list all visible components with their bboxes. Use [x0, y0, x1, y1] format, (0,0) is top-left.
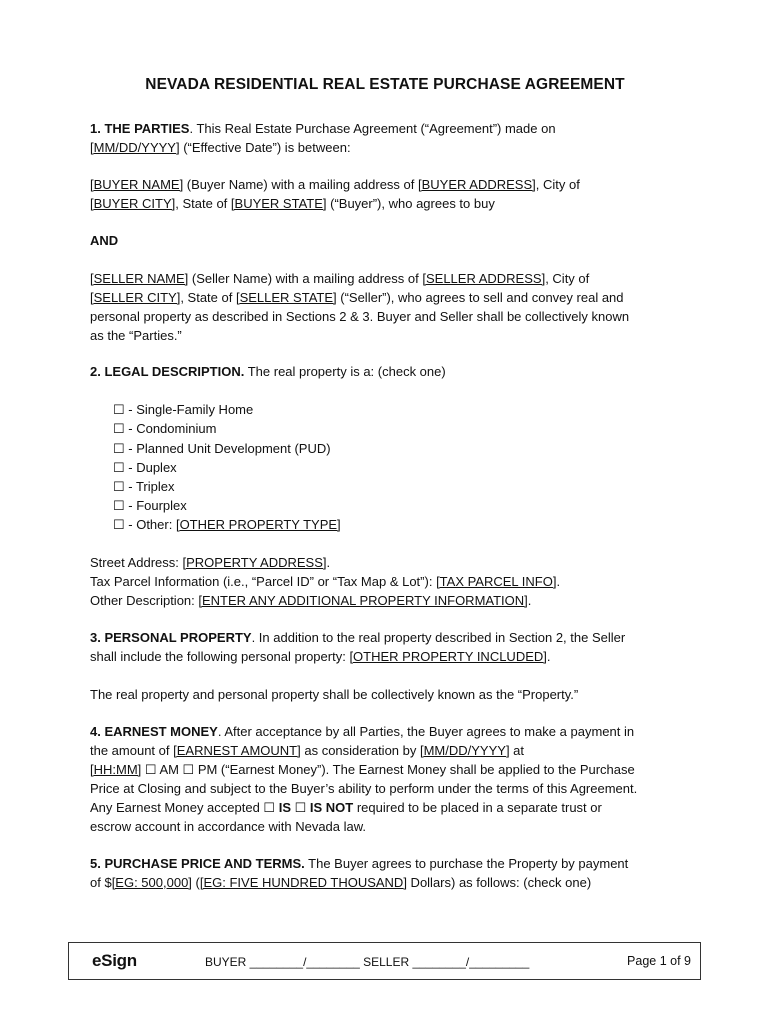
- section-4-text: as consideration by: [300, 743, 420, 758]
- section-3-text: . In addition to the real property described in Section 2, the Seller: [251, 630, 626, 645]
- purchase-price-field[interactable]: [EG: 500,000]: [111, 875, 192, 890]
- checkbox-triplex[interactable]: ☐ - Triplex: [113, 479, 175, 494]
- punctuation: .: [546, 649, 551, 664]
- seller-line-3: personal property as described in Sections 2 & 3. Buyer and Seller shall be collectively known: [90, 309, 630, 324]
- seller-text: , State of: [180, 290, 236, 305]
- section-1-text: . This Real Estate Purchase Agreement (“Agreement”) made on: [189, 121, 556, 136]
- section-1-line-1: [90, 119, 556, 138]
- section-4-text: the amount of: [90, 743, 174, 758]
- section-4-line-3: [90, 760, 635, 779]
- punctuation: .: [527, 593, 532, 608]
- seller-state-field[interactable]: [SELLER STATE]: [235, 290, 337, 305]
- buyer-name-field[interactable]: [BUYER NAME]: [90, 177, 184, 192]
- section-1-line-2: [90, 138, 351, 157]
- is-not-option-label: IS NOT: [309, 800, 354, 815]
- section-5-text: Dollars) as follows: (check one): [406, 875, 592, 890]
- section-5-line-2: [90, 873, 591, 892]
- checkbox-pud[interactable]: ☐ - Planned Unit Development (PUD): [113, 441, 331, 456]
- tax-parcel-label: Tax Parcel Information (i.e., “Parcel ID” or “Tax Map & Lot”):: [90, 574, 437, 589]
- section-4-heading: 4. EARNEST MONEY: [90, 724, 218, 739]
- seller-address-field[interactable]: [SELLER ADDRESS]: [422, 271, 546, 286]
- section-2-heading: 2. LEGAL DESCRIPTION.: [90, 364, 245, 379]
- section-1-text: (“Effective Date”) is between:: [179, 140, 351, 155]
- section-3-line-1: [90, 628, 625, 647]
- section-2-line-1: [90, 362, 446, 381]
- checkbox-fourplex[interactable]: ☐ - Fourplex: [113, 498, 187, 513]
- other-description-line: [90, 591, 531, 610]
- esign-logo: eSign: [92, 951, 137, 970]
- section-5-heading: 5. PURCHASE PRICE AND TERMS.: [90, 856, 305, 871]
- street-address-line: [90, 553, 330, 572]
- earnest-amount-field[interactable]: [EARNEST AMOUNT]: [173, 743, 301, 758]
- buyer-city-field[interactable]: [BUYER CITY]: [90, 196, 176, 211]
- earnest-date-field[interactable]: [MM/DD/YYYY]: [419, 743, 510, 758]
- document-title: NEVADA RESIDENTIAL REAL ESTATE PURCHASE AGREEMENT: [145, 76, 625, 93]
- section-5-text: of $: [90, 875, 112, 890]
- purchase-price-words-field[interactable]: [EG: FIVE HUNDRED THOUSAND]: [199, 875, 407, 890]
- other-property-included-field[interactable]: [OTHER PROPERTY INCLUDED]: [349, 649, 547, 664]
- tax-parcel-line: [90, 572, 560, 591]
- footer-left-border: [68, 943, 69, 979]
- seller-text: (“Seller”), who agrees to sell and convey real and: [336, 290, 624, 305]
- buyer-text: , State of: [175, 196, 231, 211]
- seller-line-2: [90, 288, 624, 307]
- section-3-heading: 3. PERSONAL PROPERTY: [90, 630, 252, 645]
- section-5-line-1: [90, 854, 628, 873]
- section-4-text: . After acceptance by all Parties, the Buyer agrees to make a payment in: [217, 724, 635, 739]
- checkbox-condominium[interactable]: ☐ - Condominium: [113, 421, 217, 436]
- section-4-line-2: [90, 741, 524, 760]
- seller-name-field[interactable]: [SELLER NAME]: [90, 271, 189, 286]
- other-description-label: Other Description:: [90, 593, 199, 608]
- property-collective-line: The real property and personal property shall be collectively known as the “Property.”: [90, 687, 579, 702]
- punctuation: .: [556, 574, 561, 589]
- is-option-label: IS: [278, 800, 291, 815]
- page-number: Page 1 of 9: [627, 954, 691, 968]
- and-label: AND: [90, 233, 119, 248]
- checkbox-other[interactable]: [113, 515, 341, 534]
- section-4-text: ☐: [291, 800, 310, 815]
- punctuation: .: [326, 555, 331, 570]
- checkbox-duplex[interactable]: ☐ - Duplex: [113, 460, 177, 475]
- tax-parcel-field[interactable]: [TAX PARCEL INFO]: [436, 574, 557, 589]
- section-4-line-4: Price at Closing and subject to the Buyer’s ability to perform under the terms of this Agreement.: [90, 781, 638, 796]
- buyer-line-2: [90, 194, 495, 213]
- effective-date-field[interactable]: [MM/DD/YYYY]: [90, 140, 180, 155]
- additional-property-info-field[interactable]: [ENTER ANY ADDITIONAL PROPERTY INFORMATION]: [198, 593, 528, 608]
- section-4-text: Any Earnest Money accepted ☐: [90, 800, 279, 815]
- section-4-line-1: [90, 722, 634, 741]
- buyer-line-1: [90, 175, 580, 194]
- section-5-text: (: [191, 875, 200, 890]
- page-footer: [68, 942, 701, 980]
- buyer-state-field[interactable]: [BUYER STATE]: [230, 196, 327, 211]
- initials-line[interactable]: BUYER ________/________ SELLER ________/_________: [205, 955, 530, 969]
- section-1-heading: 1. THE PARTIES: [90, 121, 190, 136]
- and-separator: [90, 231, 118, 250]
- section-4-line-6: escrow account in accordance with Nevada law.: [90, 819, 367, 834]
- checkbox-single-family[interactable]: ☐ - Single-Family Home: [113, 402, 254, 417]
- checkbox-other-label: ☐ - Other:: [113, 517, 176, 532]
- section-4-text: required to be placed in a separate trust or: [353, 800, 602, 815]
- section-5-text: The Buyer agrees to purchase the Property by payment: [304, 856, 629, 871]
- section-2-text: The real property is a: (check one): [244, 364, 446, 379]
- seller-text: (Seller Name) with a mailing address of: [188, 271, 423, 286]
- buyer-text: (“Buyer”), who agrees to buy: [326, 196, 495, 211]
- earnest-time-field[interactable]: [HH:MM]: [90, 762, 142, 777]
- section-3-text: shall include the following personal property:: [90, 649, 350, 664]
- street-address-label: Street Address:: [90, 555, 183, 570]
- buyer-text: , City of: [535, 177, 580, 192]
- seller-city-field[interactable]: [SELLER CITY]: [90, 290, 181, 305]
- seller-line-1: [90, 269, 589, 288]
- section-4-line-5: [90, 798, 602, 817]
- section-4-text: ☐ AM ☐ PM (“Earnest Money”). The Earnest Money shall be applied to the Purchase: [141, 762, 635, 777]
- property-address-field[interactable]: [PROPERTY ADDRESS]: [182, 555, 327, 570]
- buyer-address-field[interactable]: [BUYER ADDRESS]: [418, 177, 536, 192]
- section-4-text: at: [509, 743, 525, 758]
- buyer-text: (Buyer Name) with a mailing address of: [183, 177, 418, 192]
- footer-right-border: [700, 943, 701, 979]
- section-3-line-2: [90, 647, 551, 666]
- other-property-type-field[interactable]: [OTHER PROPERTY TYPE]: [175, 517, 341, 532]
- seller-text: , City of: [545, 271, 590, 286]
- seller-line-4: as the “Parties.”: [90, 328, 182, 343]
